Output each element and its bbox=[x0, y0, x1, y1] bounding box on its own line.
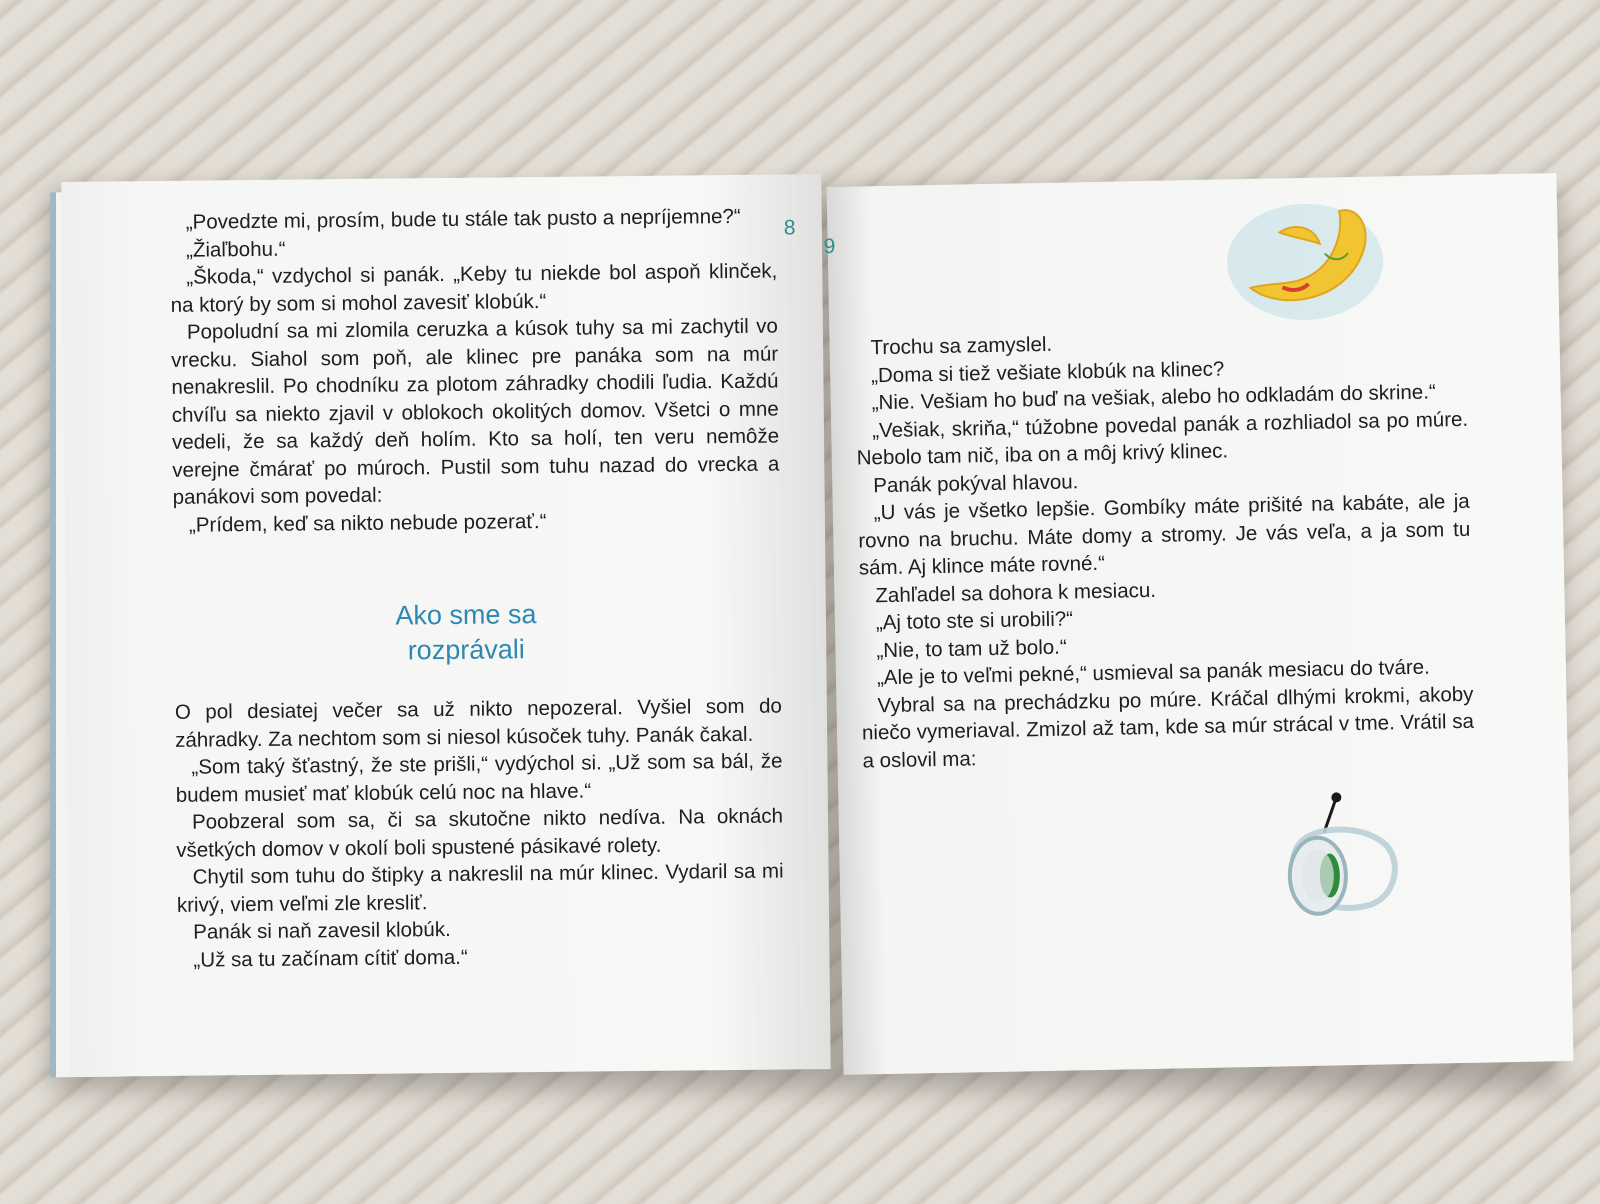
paragraph: Trochu sa zamyslel. bbox=[870, 332, 1053, 360]
chapter-heading-line-1: Ako sme sa bbox=[395, 599, 537, 631]
left-page-top-text bbox=[170, 203, 780, 539]
chapter-heading-line-2: rozprávali bbox=[407, 634, 525, 666]
paragraph: „Som taký šťastný, že ste prišli,“ vydýchol si. „Už som sa bál, že budem musieť mať klobúk celú noc na hlave.“ bbox=[175, 749, 783, 807]
right-page-text bbox=[854, 323, 1474, 775]
page-number-left: 8 bbox=[783, 216, 796, 240]
paragraph: „Už sa tu začínam cítiť doma.“ bbox=[193, 945, 468, 972]
paragraph: O pol desiatej večer sa už nikto nepozeral. Vyšiel som do záhradky. Za nechtom som si niesol kúsoček tuhy. Panák čakal. bbox=[174, 694, 782, 752]
paragraph: Vybral sa na prechádzku po múre. Kráčal dlhými krokmi, akoby niečo vymeriaval. Zmizol až tam, kde sa múr strácal v tme. Vrátil sa a oslovil ma: bbox=[861, 682, 1475, 773]
paragraph: „Ale je to veľmi pekné,“ usmieval sa panák mesiacu do tváre. bbox=[876, 655, 1430, 690]
paragraph: Panák si naň zavesil klobúk. bbox=[193, 917, 451, 944]
chapter-heading bbox=[166, 595, 767, 671]
right-page bbox=[823, 173, 1574, 1075]
paragraph: „Škoda,“ vzdychol si panák. „Keby tu niekde bol aspoň klinček, na ktorý by som si mohol zavesiť klobúk.“ bbox=[170, 259, 778, 317]
paragraph: „Žiaľbohu.“ bbox=[185, 237, 286, 262]
paragraph: „Prídem, keď sa nikto nebude pozerať.“ bbox=[188, 509, 547, 537]
paragraph: Chytil som tuhu do štipky a nakreslil na múr klinec. Vydaril sa mi krivý, viem veľmi zle kresliť. bbox=[176, 859, 784, 917]
hook-illustration bbox=[1268, 786, 1411, 929]
paragraph: Popoludní sa mi zlomila ceruzka a kúsok tuhy sa mi zachytil vo vrecku. Siahol som poň, ale klinec pre panáka som na múr nenakreslil. Po chodníku za plotom záhradky chodili ľudia. Každú chvíľu sa niekto zjavil v oblokoch okolitých domov. Všetci o mne vedeli, že sa každý deň holím. Kto sa holí, ten veru nemôže verejne čmárať po múroch. Pustil som tuhu nazad do vrecka a panákovi som povedal: bbox=[171, 314, 780, 509]
left-page bbox=[61, 174, 830, 1077]
page-number-right: 9 bbox=[823, 234, 836, 259]
left-page-bottom-text bbox=[175, 692, 785, 973]
paragraph: „U vás je všetko lepšie. Gombíky máte prišité na kabáte, ale ja rovno na bruchu. Máte domy a stromy. Je vás veľa, a ja som tu sám. Aj klince máte rovné.“ bbox=[858, 489, 1471, 580]
paragraph: Zahľadel sa dohora k mesiacu. bbox=[875, 578, 1157, 607]
paragraph: Poobzeral som sa, či sa skutočne nikto nedíva. Na oknách všetkých domov v okolí boli spustené pásikavé rolety. bbox=[176, 804, 784, 862]
paragraph: „Aj toto ste si urobili?“ bbox=[875, 607, 1074, 635]
paragraph: Panák pokýval hlavou. bbox=[873, 469, 1079, 497]
paragraph: „Vešiak, skriňa,“ túžobne povedal panák a rozhliadol sa po múre. Nebolo tam nič, iba on a môj krivý klinec. bbox=[856, 407, 1469, 470]
paragraph: „Nie. Vešiam ho buď na vešiak, alebo ho odkladám do skrine.“ bbox=[871, 380, 1436, 415]
moon-illustration bbox=[1219, 190, 1392, 333]
paragraph: „Povedzte mi, prosím, bude tu stále tak pusto a nepríjemne?“ bbox=[185, 204, 741, 234]
paragraph: „Doma si tiež vešiate klobúk na klinec? bbox=[870, 356, 1225, 387]
paragraph: „Nie, to tam už bolo.“ bbox=[876, 635, 1067, 662]
